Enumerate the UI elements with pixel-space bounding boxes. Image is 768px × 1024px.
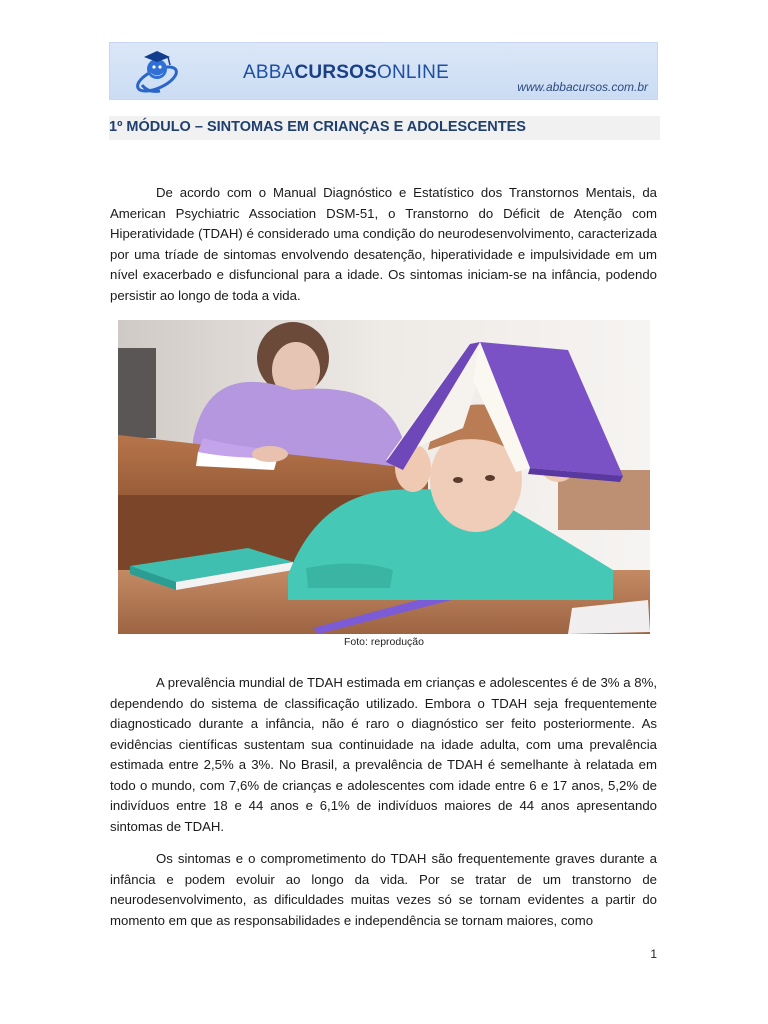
graduate-mascot-logo-icon (130, 45, 184, 99)
page-number: 1 (650, 947, 657, 961)
header-banner (109, 42, 658, 100)
brand-name: ABBACURSOSONLINE (243, 62, 449, 83)
module-title: 1º MÓDULO – SINTOMAS EM CRIANÇAS E ADOLESCENTES (109, 119, 526, 135)
classroom-photo (118, 320, 650, 634)
module-title-bar (109, 116, 660, 140)
paragraph-symptoms: Os sintomas e o comprometimento do TDAH são frequentemente graves durante a infância e podem evoluir ao longo da vida. Por se tratar de um transtorno de neurodesenvolvimento, as dificuldades muitas vezes só se tornam evidentes a partir do momento em que as responsabilidades e independência se tornam maiores, como (110, 851, 657, 928)
photo-caption: Foto: reprodução (344, 636, 424, 648)
website-url: www.abbacursos.com.br (517, 80, 648, 94)
paragraph-prevalence: A prevalência mundial de TDAH estimada em crianças e adolescentes é de 3% a 8%, dependendo do sistema de classificação utilizado. Embora o TDAH seja frequentemente diagnosticado durante a infância, não é raro o diagnóstico ser feito posteriormente. As evidências científicas sustentam sua continuidade na idade adulta, com uma prevalência estimada entre 2,5% a 3%. No Brasil, a prevalência de TDAH é semelhante à relatada em todo o mundo, com 7,6% de crianças e adolescentes com idade entre 6 e 17 anos, 5,2% de indivíduos entre 18 e 44 anos e 6,1% de indivíduos maiores de 44 anos apresentando sintomas de TDAH. (110, 675, 657, 834)
paragraph-intro: De acordo com o Manual Diagnóstico e Estatístico dos Transtornos Mentais, da American Psychiatric Association DSM-51, o Transtorno do Déficit de Atenção com Hiperatividade (TDAH) é considerado uma condição do neurodesenvolvimento, caracterizada por uma tríade de sintomas envolvendo desatenção, hiperatividade e impulsividade em um nível exacerbado e disfuncional para a idade. Os sintomas iniciam-se na infância, podendo persistir ao longo de toda a vida. (110, 185, 657, 303)
